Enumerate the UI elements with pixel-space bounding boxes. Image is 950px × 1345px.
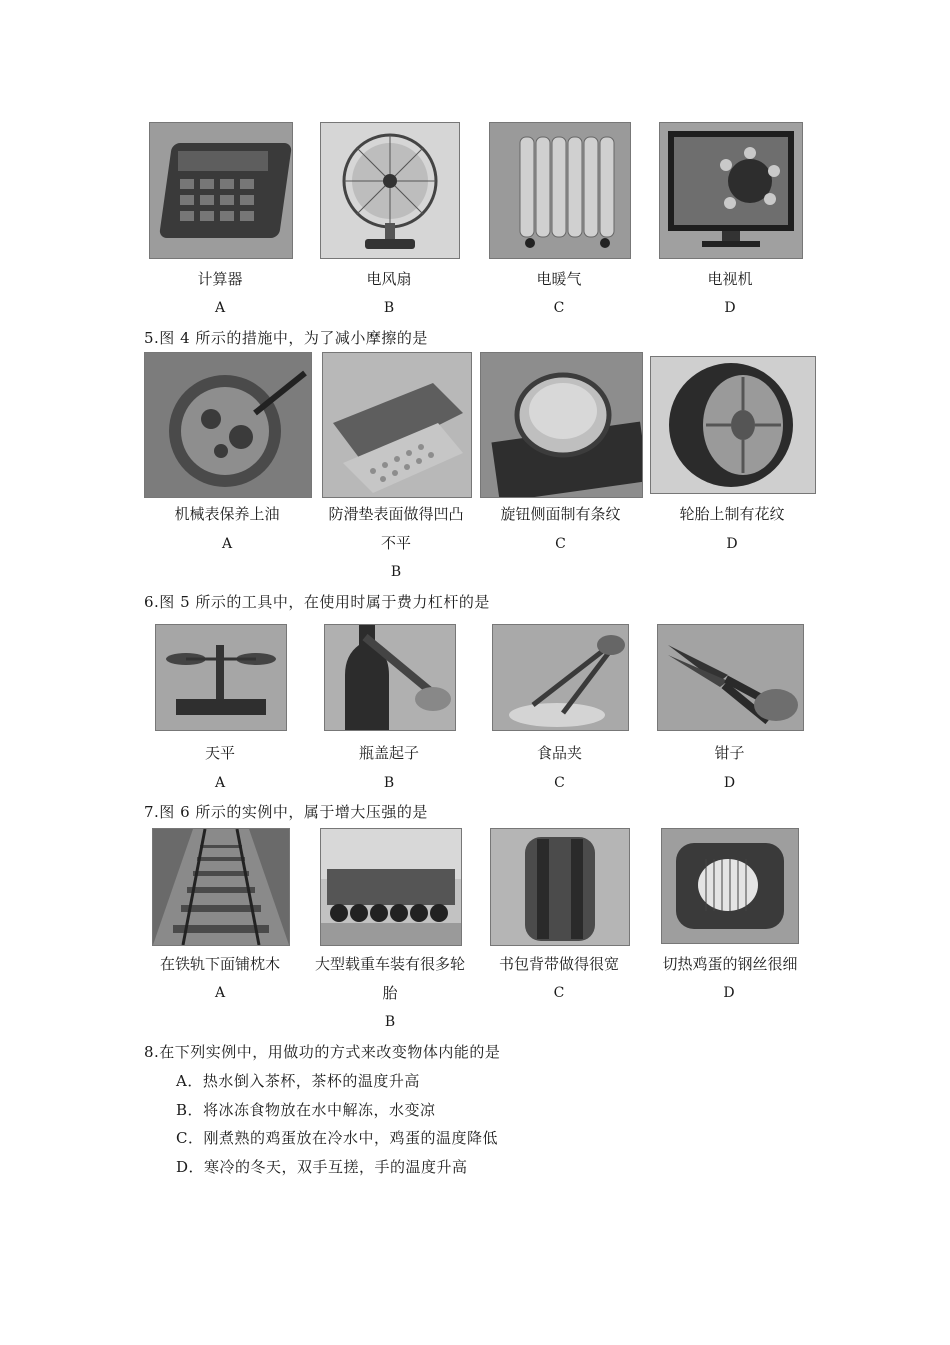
caption-calculator: 计算器 (197, 270, 243, 288)
option-letter-b: B (390, 564, 402, 580)
caption-pliers: 钳子 (714, 744, 745, 762)
caption-knob: 旋钮侧面制有条纹 (500, 505, 621, 523)
option-letter-a: A (221, 536, 233, 552)
option-letter-d: D (726, 536, 738, 552)
option-letter-a: A (214, 775, 226, 791)
heavy-truck-photo (320, 828, 462, 946)
caption-tire: 轮胎上制有花纹 (679, 505, 785, 523)
food-tongs-photo (492, 624, 629, 731)
question-8-text: 8.在下列实例中，用做功的方式来改变物体内能的是 (144, 1043, 501, 1061)
option-letter-b: B (384, 1014, 396, 1030)
option-letter-c: C (554, 775, 565, 791)
option-letter-c: C (553, 300, 565, 316)
electric-heater-photo (489, 122, 631, 259)
option-letter-a: A (214, 985, 226, 1001)
caption-heavy-truck: 大型载重车装有很多轮胎 (314, 955, 465, 1002)
caption-television: 电视机 (707, 270, 753, 288)
question-6-text: 6.图 5 所示的工具中，在使用时属于费力杠杆的是 (144, 593, 490, 611)
option-letter-b: B (383, 775, 395, 791)
caption-watch-oiling: 机械表保养上油 (174, 505, 280, 523)
watch-oiling-photo (144, 352, 312, 498)
caption-balance-scale: 天平 (204, 744, 235, 762)
question-8-option-b: B．将冰冻食物放在水中解冻，水变凉 (176, 1101, 436, 1119)
question-8-option-a: A．热水倒入茶杯，茶杯的温度升高 (176, 1072, 420, 1090)
electric-fan-photo (320, 122, 460, 259)
question-5-text: 5.图 4 所示的措施中，为了减小摩擦的是 (144, 329, 428, 347)
bottle-opener-photo (324, 624, 456, 731)
option-letter-d: D (723, 985, 735, 1001)
caption-food-tongs: 食品夹 (536, 744, 582, 762)
tire-photo (650, 356, 816, 494)
question-7-text: 7.图 6 所示的实例中，属于增大压强的是 (144, 803, 428, 821)
egg-slicer-photo (661, 828, 799, 944)
calculator-photo (149, 122, 293, 259)
caption-egg-slicer: 切热鸡蛋的钢丝很细 (662, 955, 798, 973)
caption-backpack: 书包背带做得很宽 (498, 955, 619, 973)
caption-anti-slip-mat: 防滑垫表面做得凹凸不平 (328, 505, 464, 552)
option-letter-b: B (383, 300, 395, 316)
anti-slip-mat-photo (322, 352, 472, 498)
television-photo (659, 122, 803, 259)
caption-railway-sleepers: 在铁轨下面铺枕木 (159, 955, 280, 973)
option-letter-c: C (553, 985, 565, 1001)
question-8-option-c: C．刚煮熟的鸡蛋放在冷水中，鸡蛋的温度降低 (176, 1129, 498, 1147)
backpack-photo (490, 828, 630, 946)
option-letter-a: A (214, 300, 226, 316)
caption-electric-fan: 电风扇 (366, 270, 412, 288)
caption-electric-heater: 电暖气 (536, 270, 582, 288)
option-letter-c: C (555, 536, 566, 552)
knob-photo (480, 352, 643, 498)
balance-scale-photo (155, 624, 287, 731)
question-8-option-d: D．寒冷的冬天，双手互搓，手的温度升高 (176, 1158, 468, 1176)
option-letter-d: D (724, 300, 736, 316)
pliers-photo (657, 624, 804, 731)
caption-bottle-opener: 瓶盖起子 (358, 744, 419, 762)
option-letter-d: D (723, 775, 736, 791)
railway-sleepers-photo (152, 828, 290, 946)
